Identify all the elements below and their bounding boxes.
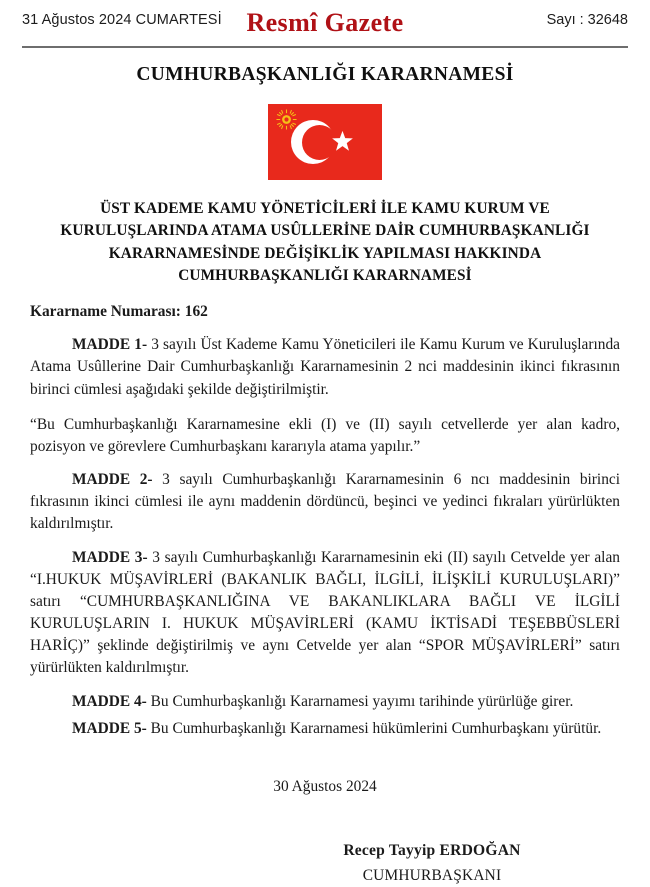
article-1-label: MADDE 1-	[72, 336, 148, 354]
article-5	[30, 718, 620, 740]
publication-date: 31 Ağustos 2024 CUMARTESİ	[22, 12, 222, 28]
document-body	[30, 287, 620, 887]
signature-block	[30, 840, 620, 887]
decree-number-label: Kararname Numarası:	[30, 303, 181, 321]
article-5-label: MADDE 5-	[72, 719, 147, 737]
document-title-line-2: KURULUŞLARINDA ATAMA USÛLLERİNE DAİR CUMHURBAŞKANLIĞI	[60, 222, 590, 240]
flag-container	[0, 104, 650, 180]
decree-number-line	[30, 301, 620, 323]
masthead-divider	[22, 46, 628, 48]
article-4-label: MADDE 4-	[72, 692, 147, 710]
article-2	[30, 469, 620, 536]
decree-kind-heading: CUMHURBAŞKANLIĞI KARARNAMESİ	[136, 64, 514, 85]
article-3	[30, 547, 620, 680]
signatory-role: CUMHURBAŞKANI	[362, 866, 502, 884]
signatory-name: Recep Tayyip ERDOĞAN	[343, 841, 521, 859]
document-title	[54, 198, 596, 287]
turkish-flag-icon	[268, 104, 382, 180]
article-4	[30, 691, 620, 713]
article-5-text: Bu Cumhurbaşkanlığı Kararnamesi hükümlerini Cumhurbaşkanı yürütür.	[146, 719, 602, 737]
issue-number: Sayı : 32648	[546, 12, 628, 28]
document-title-line-1: ÜST KADEME KAMU YÖNETİCİLERİ İLE KAMU KURUM VE	[100, 200, 550, 217]
article-2-label: MADDE 2-	[72, 471, 153, 489]
article-3-text: 3 sayılı Cumhurbaşkanlığı Kararnamesinin eki (II) sayılı Cetvelde yer alan “I.HUKUK MÜŞAVİRLERİ (BAKANLIK BAĞLI, İLGİLİ, İLİŞKİLİ KURULUŞLARI)” satırı “CUMHURBAŞKANLIĞINA VE BAKANLIKLARA BAĞLI VE İLGİLİ KURULUŞLARIN I. HUKUK MÜŞAVİRLERİ (KAMU İKTİSADİ TEŞEBBÜSLERİ HARİÇ)” şeklinde değiştirilmiş ve aynı Cetvelde yer alan “SPOR MÜŞAVİRLERİ” satırı yürürlükten kaldırılmıştır.	[30, 548, 620, 677]
article-1	[30, 334, 620, 401]
article-1-quote: “Bu Cumhurbaşkanlığı Kararnamesine ekli (I) ve (II) sayılı cetvellerde yer alan kadro, pozisyon ve görevlere Cumhurbaşkanı kararıyla atama yapılır.”	[30, 415, 620, 455]
article-4-text: Bu Cumhurbaşkanlığı Kararnamesi yayımı tarihinde yürürlüğe girer.	[146, 692, 574, 710]
gazette-title: Resmî Gazete	[246, 8, 404, 37]
decree-number-value: 162	[184, 303, 208, 321]
flag-sun-emblem-icon	[276, 109, 297, 130]
flag-star-icon	[331, 130, 354, 153]
document-title-line-3: KARARNAMESİNDE DEĞİŞİKLİK YAPILMASI HAKKINDA	[108, 244, 542, 262]
document-title-line-4: CUMHURBAŞKANLIĞI KARARNAMESİ	[178, 266, 472, 284]
article-2-text: 3 sayılı Cumhurbaşkanlığı Kararnamesinin 6 ncı maddesinin birinci fıkrasının ikinci cümlesi ile aynı maddenin dördüncü, beşinci ve yedinci fıkraları yürürlükten kaldırılmıştır.	[30, 471, 620, 533]
article-3-label: MADDE 3-	[72, 548, 148, 566]
signature-date: 30 Ağustos 2024	[273, 777, 377, 795]
masthead	[0, 0, 650, 46]
article-1-text: 3 sayılı Üst Kademe Kamu Yöneticileri ile Kamu Kurum ve Kuruluşlarında Atama Usûllerine Dair Cumhurbaşkanlığı Kararnamesinin 2 nci maddesinin ikinci fıkrasının birinci cümlesi aşağıdaki şekilde değiştirilmiştir.	[30, 336, 620, 398]
